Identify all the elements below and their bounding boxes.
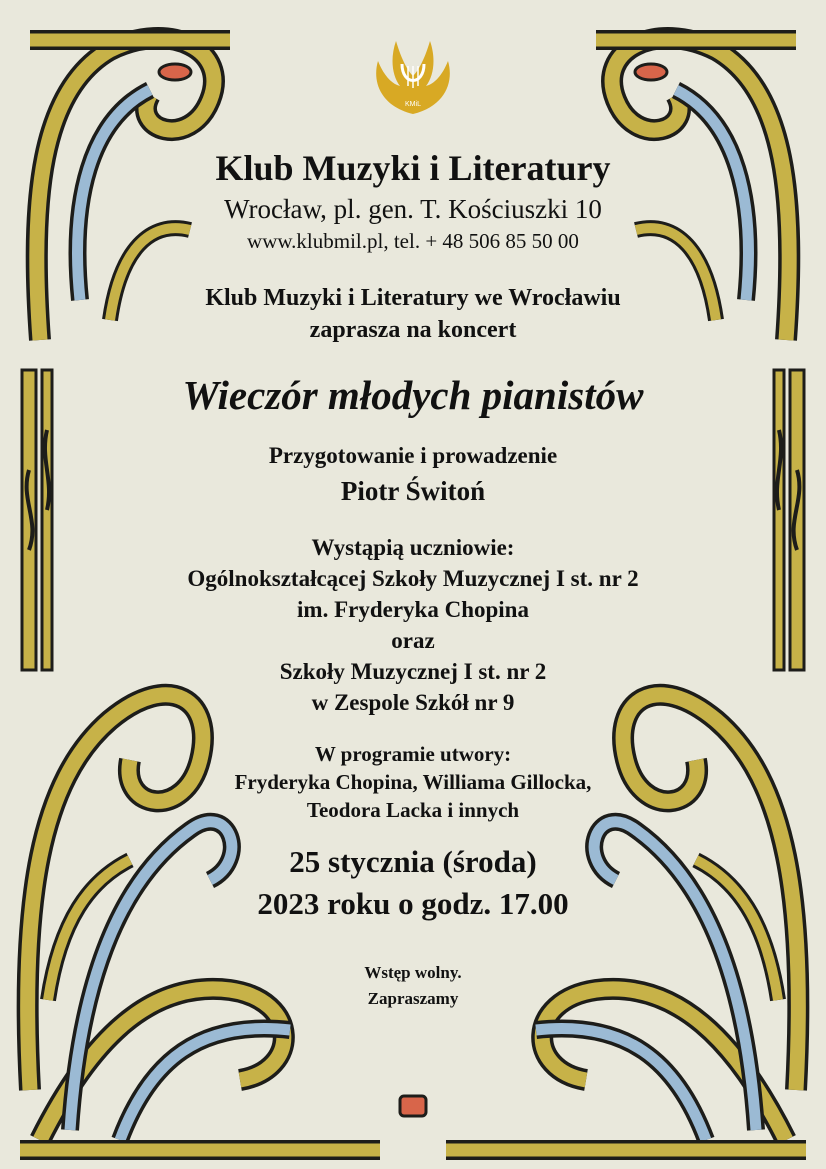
event-title: Wieczór młodych pianistów [182, 372, 644, 418]
footer-line-2: Zapraszamy [367, 989, 459, 1008]
invitation-line-2: zaprasza na koncert [309, 317, 517, 343]
lyre-logo-icon [370, 36, 456, 116]
footer-note [120, 960, 706, 1012]
program [120, 740, 706, 824]
program-line: W programie utwory: [314, 742, 512, 766]
logo-text: KMiL [405, 101, 421, 108]
event-date [120, 841, 706, 925]
club-address: Wrocław, pl. gen. T. Kościuszki 10 [224, 194, 602, 224]
invitation-line-1: Klub Muzyki i Literatury we Wrocławiu [205, 285, 621, 311]
invitation [120, 282, 706, 346]
host-label: Przygotowanie i prowadzenie [268, 443, 558, 468]
event-date-line-1: 25 stycznia (środa) [289, 844, 537, 879]
performers-line: im. Fryderyka Chopina [297, 597, 529, 622]
club-name: Klub Muzyki i Literatury [215, 148, 611, 188]
performers-line: oraz [391, 628, 435, 653]
club-contact: www.klubmil.pl, tel. + 48 506 85 50 00 [247, 229, 579, 253]
program-line: Teodora Lacka i innych [306, 798, 520, 822]
footer-line-1: Wstęp wolny. [364, 963, 462, 982]
event-date-line-2: 2023 roku o godz. 17.00 [257, 886, 569, 921]
host-name: Piotr Świtoń [340, 476, 486, 506]
program-line: Fryderyka Chopina, Williama Gillocka, [234, 770, 592, 794]
performers-line: Wystąpią uczniowie: [311, 535, 515, 560]
performers-line: Ogólnokształcącej Szkoły Muzycznej I st. nr 2 [187, 566, 639, 591]
performers-line: Szkoły Muzycznej I st. nr 2 [279, 659, 547, 684]
performers [120, 532, 706, 718]
performers-line: w Zespole Szkół nr 9 [311, 690, 515, 715]
